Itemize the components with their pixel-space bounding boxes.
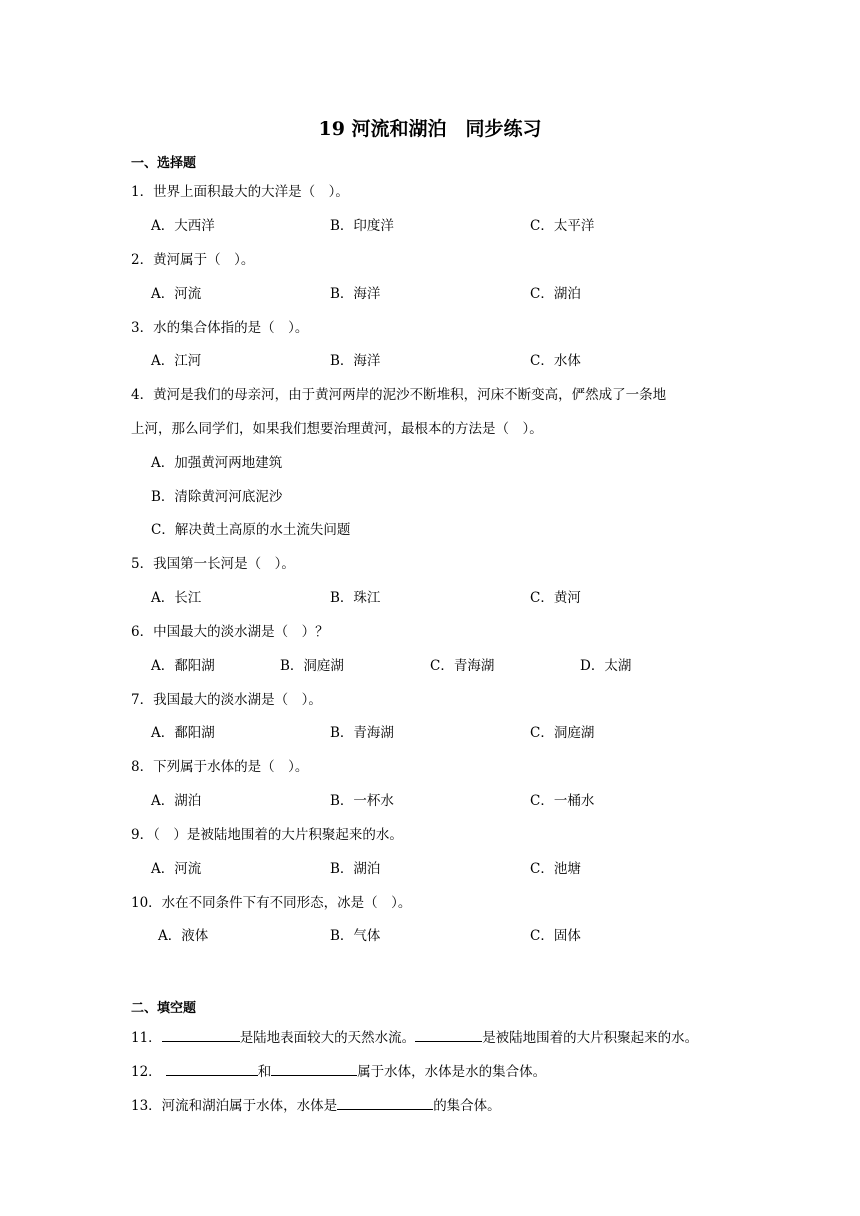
question-13: [131, 1094, 501, 1114]
question-11-number: 11．: [131, 1030, 162, 1046]
question-1-stem: 1．世界上面积最大的大洋是（ ）。: [131, 184, 349, 200]
question-9-option-c[interactable]: C．池塘: [530, 861, 581, 877]
question-2-option-b[interactable]: B．海洋: [330, 286, 381, 302]
page-title: 19 河流和湖泊 同步练习: [318, 118, 542, 140]
question-6-option-d[interactable]: D．太湖: [580, 658, 632, 674]
question-7-option-a[interactable]: A．鄱阳湖: [151, 725, 215, 741]
question-1-option-b[interactable]: B．印度洋: [330, 218, 394, 234]
question-7-option-b[interactable]: B．青海湖: [330, 725, 394, 741]
question-12-blank-1[interactable]: [166, 1061, 258, 1076]
question-10-option-b[interactable]: B．气体: [330, 928, 381, 944]
question-4-option-a[interactable]: A．加强黄河两地建筑: [151, 455, 283, 471]
question-11-blank-2[interactable]: [415, 1027, 482, 1042]
question-12: [131, 1060, 546, 1080]
question-3-option-a[interactable]: A．江河: [151, 353, 202, 369]
question-13-blank-1[interactable]: [337, 1095, 433, 1110]
question-10-stem: 10．水在不同条件下有不同形态，冰是（ ）。: [131, 895, 412, 911]
question-4-stem-line1: 4．黄河是我们的母亲河，由于黄河两岸的泥沙不断堆积，河床不断变高，俨然成了一条地: [131, 387, 667, 403]
question-8-option-b[interactable]: B．一杯水: [330, 793, 394, 809]
question-3-stem: 3．水的集合体指的是（ ）。: [131, 320, 309, 336]
question-9-stem: 9．（ ）是被陆地围着的大片积聚起来的水。: [131, 827, 403, 843]
question-13-text-2: 的集合体。: [433, 1098, 501, 1114]
question-2-option-a[interactable]: A．河流: [151, 286, 202, 302]
question-7-option-c[interactable]: C．洞庭湖: [530, 725, 595, 741]
question-12-text-2: 属于水体，水体是水的集合体。: [357, 1064, 547, 1080]
question-11: [131, 1026, 698, 1046]
question-5-option-c[interactable]: C．黄河: [530, 590, 581, 606]
question-2-option-c[interactable]: C．湖泊: [530, 286, 581, 302]
question-10-option-c[interactable]: C．固体: [530, 928, 581, 944]
question-9-option-b[interactable]: B．湖泊: [330, 861, 381, 877]
question-1-option-c[interactable]: C．太平洋: [530, 218, 595, 234]
question-9-option-a[interactable]: A．河流: [151, 861, 202, 877]
question-2-stem: 2．黄河属于（ ）。: [131, 252, 255, 268]
question-6-option-c[interactable]: C．青海湖: [430, 658, 495, 674]
question-11-blank-1[interactable]: [162, 1027, 240, 1042]
section-heading-fill-in: 二、填空题: [131, 1001, 197, 1016]
question-8-option-a[interactable]: A．湖泊: [151, 793, 202, 809]
question-3-option-b[interactable]: B．海洋: [330, 353, 381, 369]
question-12-number: 12．: [131, 1064, 162, 1080]
question-4-option-c[interactable]: C．解决黄土高原的水土流失问题: [151, 522, 351, 538]
question-12-text-1: 和: [257, 1064, 272, 1080]
question-3-option-c[interactable]: C．水体: [530, 353, 581, 369]
question-12-blank-2[interactable]: [271, 1061, 357, 1076]
question-5-stem: 5．我国第一长河是（ ）。: [131, 556, 295, 572]
question-8-option-c[interactable]: C．一桶水: [530, 793, 595, 809]
question-5-option-a[interactable]: A．长江: [151, 590, 202, 606]
question-4-option-b[interactable]: B．清除黄河河底泥沙: [151, 489, 283, 505]
question-8-stem: 8．下列属于水体的是（ ）。: [131, 759, 309, 775]
question-6-option-a[interactable]: A．鄱阳湖: [151, 658, 215, 674]
question-4-stem-line2: 上河，那么同学们，如果我们想要治理黄河，最根本的方法是（ ）。: [131, 421, 543, 437]
question-11-text-1: 是陆地表面较大的天然水流。: [239, 1030, 416, 1046]
question-10-option-a[interactable]: A．液体: [158, 928, 209, 944]
question-11-text-2: 是被陆地围着的大片积聚起来的水。: [482, 1030, 699, 1046]
question-7-stem: 7．我国最大的淡水湖是（ ）。: [131, 692, 322, 708]
question-6-option-b[interactable]: B．洞庭湖: [280, 658, 344, 674]
question-6-stem: 6．中国最大的淡水湖是（ ）？: [131, 624, 329, 640]
section-heading-choice: 一、选择题: [131, 156, 197, 171]
question-1-option-a[interactable]: A．大西洋: [151, 218, 215, 234]
question-13-text-1: 13．河流和湖泊属于水体，水体是: [131, 1098, 338, 1114]
question-5-option-b[interactable]: B．珠江: [330, 590, 381, 606]
